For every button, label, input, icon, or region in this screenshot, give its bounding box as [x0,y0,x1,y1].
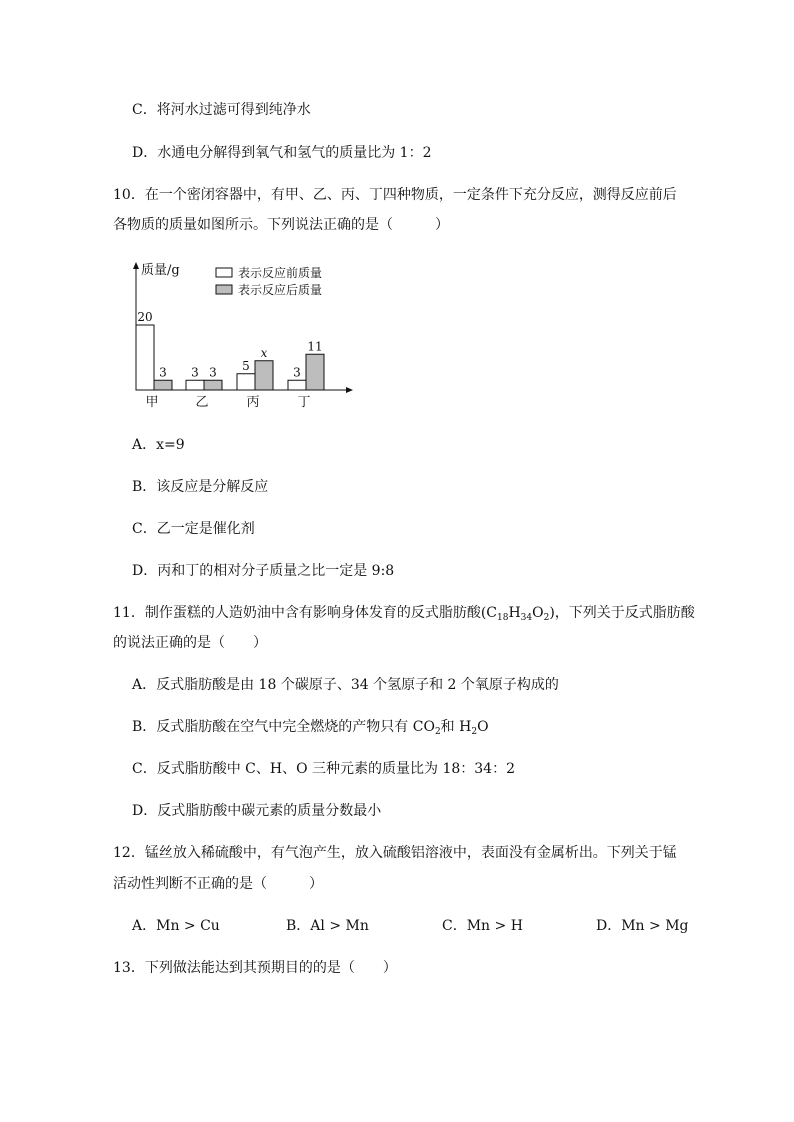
x-axis-arrow [346,387,353,393]
data-label-after-4: 11 [307,339,323,354]
q12-option-c: C．Mn > H [442,918,523,934]
bar-after-4 [306,354,324,390]
q10-option-b: B．该反应是分解反应 [132,479,269,495]
q10-option-a: A．x=9 [132,437,185,453]
category-label-4: 丁 [297,395,311,410]
data-label-after-3: x [260,345,268,360]
q12-stem-line2: 活动性判断不正确的是（ ） [113,876,323,892]
q13-stem-line1: 13．下列做法能达到其预期目的的是（ ） [113,960,397,976]
q9-option-c: C．将河水过滤可得到纯净水 [132,102,311,118]
q10-stem-line2: 各物质的质量如图所示。下列说法正确的是（ ） [113,217,449,233]
bar-before-1 [136,325,154,390]
q12-stem-line1: 12．锰丝放入稀硫酸中，有气泡产生，放入硫酸铝溶液中，表面没有金属析出。下列关于锰 [113,845,677,861]
legend-swatch-after [216,285,232,294]
q9-option-d: D．水通电分解得到氧气和氢气的质量比为 1：2 [132,145,432,161]
data-label-before-4: 3 [293,365,301,380]
data-label-after-1: 3 [159,365,167,380]
category-label-1: 甲 [145,395,159,410]
category-label-2: 乙 [195,395,209,410]
q10-stem-line1: 10．在一个密闭容器中，有甲、乙、丙、丁四种物质，一定条件下充分反应，测得反应前后 [113,187,677,203]
y-axis-label: 质量/g [141,263,180,278]
legend-label-before: 表示反应前质量 [238,266,323,280]
bar-before-2 [186,380,204,390]
q11-option-a: A．反式脂肪酸是由 18 个碳原子、34 个氢原子和 2 个氧原子构成的 [132,677,559,693]
q11-option-d: D．反式脂肪酸中碳元素的质量分数最小 [132,803,382,819]
y-axis-arrow [133,262,139,269]
legend-label-after: 表示反应后质量 [238,283,323,297]
data-label-before-2: 3 [191,365,199,380]
q11-stem-line1: 11．制作蛋糕的人造奶油中含有影响身体发育的反式脂肪酸$(C_{18}H_{34}O_2)$，下列关于反式脂肪酸 [113,605,695,623]
q11-option-b: B．反式脂肪酸在空气中完全燃烧的产物只有 $CO_2$和 $H_2O$ [132,719,489,737]
bar-after-2 [204,380,222,390]
q11-stem-line2: 的说法正确的是（ ） [113,635,267,651]
bar-after-1 [154,380,172,390]
bar-after-3 [255,361,273,390]
q12-option-b: B．Al > Mn [286,918,369,934]
data-label-before-1: 20 [137,310,153,324]
bar-before-3 [237,374,255,390]
q12-options-row [132,917,692,935]
q10-option-c: C．乙一定是催化剂 [132,521,255,537]
category-label-3: 丙 [246,395,260,410]
q11-option-c: C．反式脂肪酸中 C、H、O 三种元素的质量比为 18：34：2 [132,761,515,777]
data-label-after-2: 3 [209,365,217,380]
q10-option-d: D．丙和丁的相对分子质量之比一定是 9:8 [132,563,395,579]
q12-option-d: D．Mn > Mg [596,918,689,934]
bar-before-4 [288,380,306,390]
legend-swatch-before [216,268,232,277]
q12-option-a: A．Mn > Cu [132,918,220,934]
data-label-before-3: 5 [242,358,250,373]
mass-bar-chart [120,258,370,410]
